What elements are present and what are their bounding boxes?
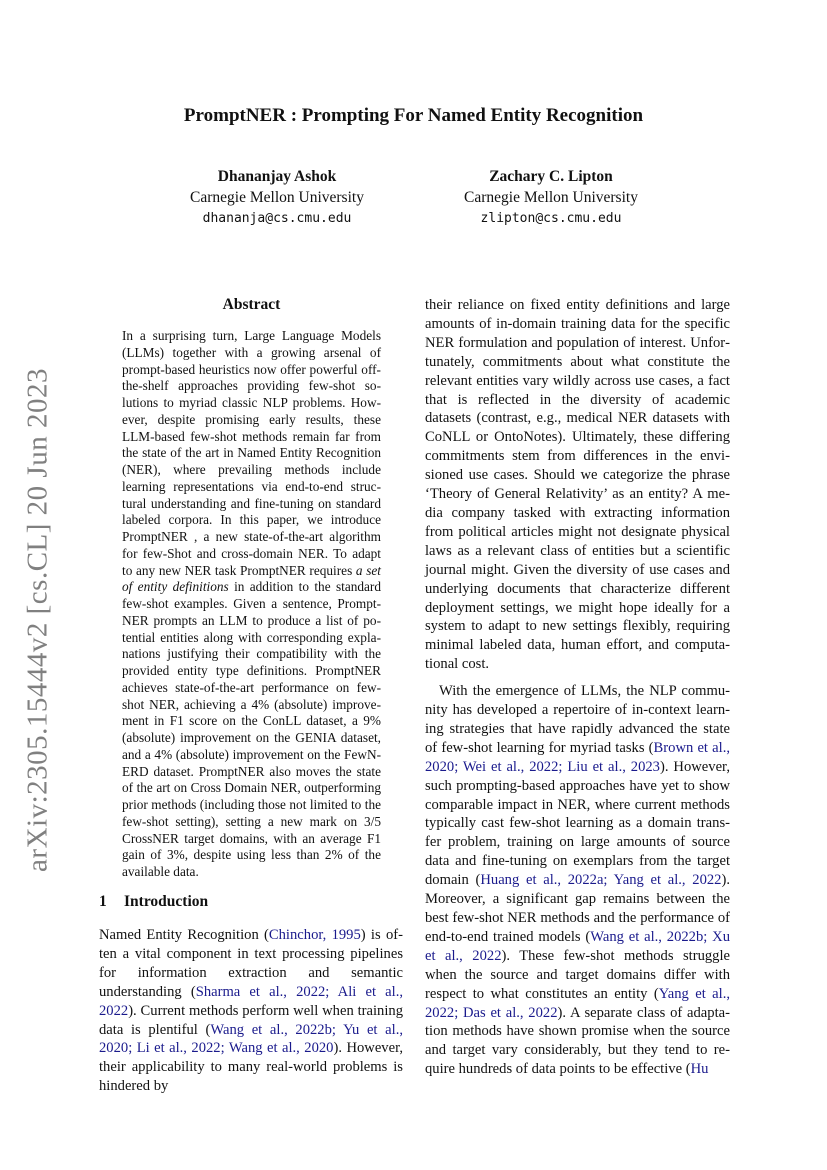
citation-link[interactable]: Yang et al., 2022; Das et al., 2022 <box>425 985 730 1021</box>
author-affiliation: Carnegie Mellon University <box>190 189 364 206</box>
abstract-text: in addition to the standard few-shot examples. Given a sentence, PromptNER prompts an LLM to produce a list of potential entities along with corresponding explanations justifying their compatibility with the provided entity type definitions. PromptNER achieves state-of-the-art performance on few-shot NER, achieving a 4% (absolute) improvement in F1 score on the ConLL dataset, a 9% (absolute) improvement on the GENIA dataset, and a 4% (absolute) improvement on the FewNERD dataset. PromptNER also moves the state of the art on Cross Domain NER, outperforming prior methods (including those not limited to the few-shot setting), setting a new mark on 3/5 CrossNER target domains, with an average F1 gain of 3%, despite using less than 2% of the available data. <box>122 579 381 879</box>
intro-right-column <box>425 296 730 1079</box>
body-text: ) is often a vital component in text processing pipelines for information extraction and semantic understanding ( <box>99 927 403 1000</box>
arxiv-identifier-stamp <box>18 360 58 880</box>
section-title: Introduction <box>124 893 209 910</box>
abstract-body <box>122 328 381 881</box>
citation-link[interactable]: Huang et al., 2022a; Yang et al., 2022 <box>480 872 722 889</box>
intro-paragraph-left <box>99 926 403 1096</box>
author-email: zlipton@cs.cmu.edu <box>480 211 622 226</box>
body-text: ). Current methods perform well when training data is plentiful ( <box>99 1002 403 1038</box>
paper-title: PromptNER : Prompting For Named Entity Recognition <box>183 105 644 126</box>
citation-link[interactable]: Brown et al., 2020; Wei et al., 2022; Liu et al., 2023 <box>425 739 731 775</box>
author-affiliation: Carnegie Mellon University <box>464 189 638 206</box>
body-text: With the emergence of LLMs, the NLP community has developed a repertoire of in-context learning strategies that have rapidly advanced the state of few-shot learning for myriad tasks ( <box>425 683 730 756</box>
section-heading <box>99 893 208 911</box>
author-email: dhananja@cs.cmu.edu <box>202 211 352 226</box>
author-name: Zachary C. Lipton <box>489 168 613 185</box>
citation-link[interactable]: Wang et al., 2022b; Xu et al., 2022 <box>425 928 730 964</box>
intro-paragraph <box>425 682 730 1079</box>
body-text: Named Entity Recognition ( <box>99 927 269 943</box>
body-text: ). Moreover, a significant gap remains between the best few-shot NER methods and the performance of end-to-end trained models ( <box>425 872 730 945</box>
arxiv-stamp-text: arXiv:2305.15444v2 [cs.CL] 20 Jun 2023 <box>21 368 54 872</box>
citation-link[interactable]: Sharma et al., 2022; Ali et al., 2022 <box>99 983 403 1019</box>
citation-link[interactable]: Chinchor, 1995 <box>268 927 361 943</box>
body-text: ). However, such prompting-based approaches have yet to show comparable impact in NER, where current methods typically cast few-shot learning as a domain transfer problem, training on large amounts of source data and fine-tuning on exemplars from the target domain ( <box>425 758 730 889</box>
author-block <box>421 166 681 229</box>
body-text: ). However, their applicability to many real-world problems is hindered by <box>99 1040 403 1095</box>
citation-link[interactable]: Wang et al., 2022b; Yu et al., 2020; Li et al., 2022; Wang et al., 2020 <box>99 1021 403 1057</box>
section-number: 1 <box>99 893 107 910</box>
intro-paragraph: their reliance on fixed entity definitions and large amounts of in-domain training data for the specific NER formulation and population of interest. Unfortunately, commitments about what constitute the relevant entities vary wildly across use cases, a fact that is reflected in the diversity of academic datasets (contrast, e.g., medical NER datasets with CoNLL or OntoNotes). Ultimately, these differing commitments stem from differences in the envisioned use cases. Should we categorize the phrase ‘Theory of General Relativity’ as an entity? A media company tasked with extracting information from political articles might not designate physical laws as a relevant class of entities but a scientific journal might. Given the diversity of use cases and underlying documents that characterize different deployment settings, we might hope ideally for a system to adapt to new settings flexibly, requiring minimal labeled data, human effort, and computational cost. <box>425 297 730 673</box>
citation-link[interactable]: Hu <box>690 1061 709 1078</box>
author-name: Dhananjay Ashok <box>217 168 337 185</box>
author-block <box>147 166 407 229</box>
abstract-heading: Abstract <box>222 296 281 313</box>
abstract-text: In a surprising turn, Large Language Models (LLMs) together with a growing arsenal of prompt-based heuristics now offer powerful off-the-shelf approaches providing few-shot solutions to myriad classic NLP problems. However, despite promising early results, these LLM-based few-shot methods remain far from the state of the art in Named Entity Recognition (NER), where prevailing methods include learning representations via end-to-end structural understanding and fine-tuning on standard labeled corpora. In this paper, we introduce PromptNER , a new state-of-the-art algorithm for few-Shot and cross-domain NER. To adapt to any new NER task PromptNER requires <box>122 328 381 578</box>
body-text: ). These few-shot methods struggle when the source and target domains differ with respect to what constitutes an entity ( <box>425 947 730 1002</box>
body-text: ). A separate class of adaptation methods have shown promise when the source and target vary considerably, but they tend to require hundreds of data points to be effective ( <box>425 1004 730 1078</box>
abstract-emphasis: a set of entity definitions <box>122 562 381 595</box>
